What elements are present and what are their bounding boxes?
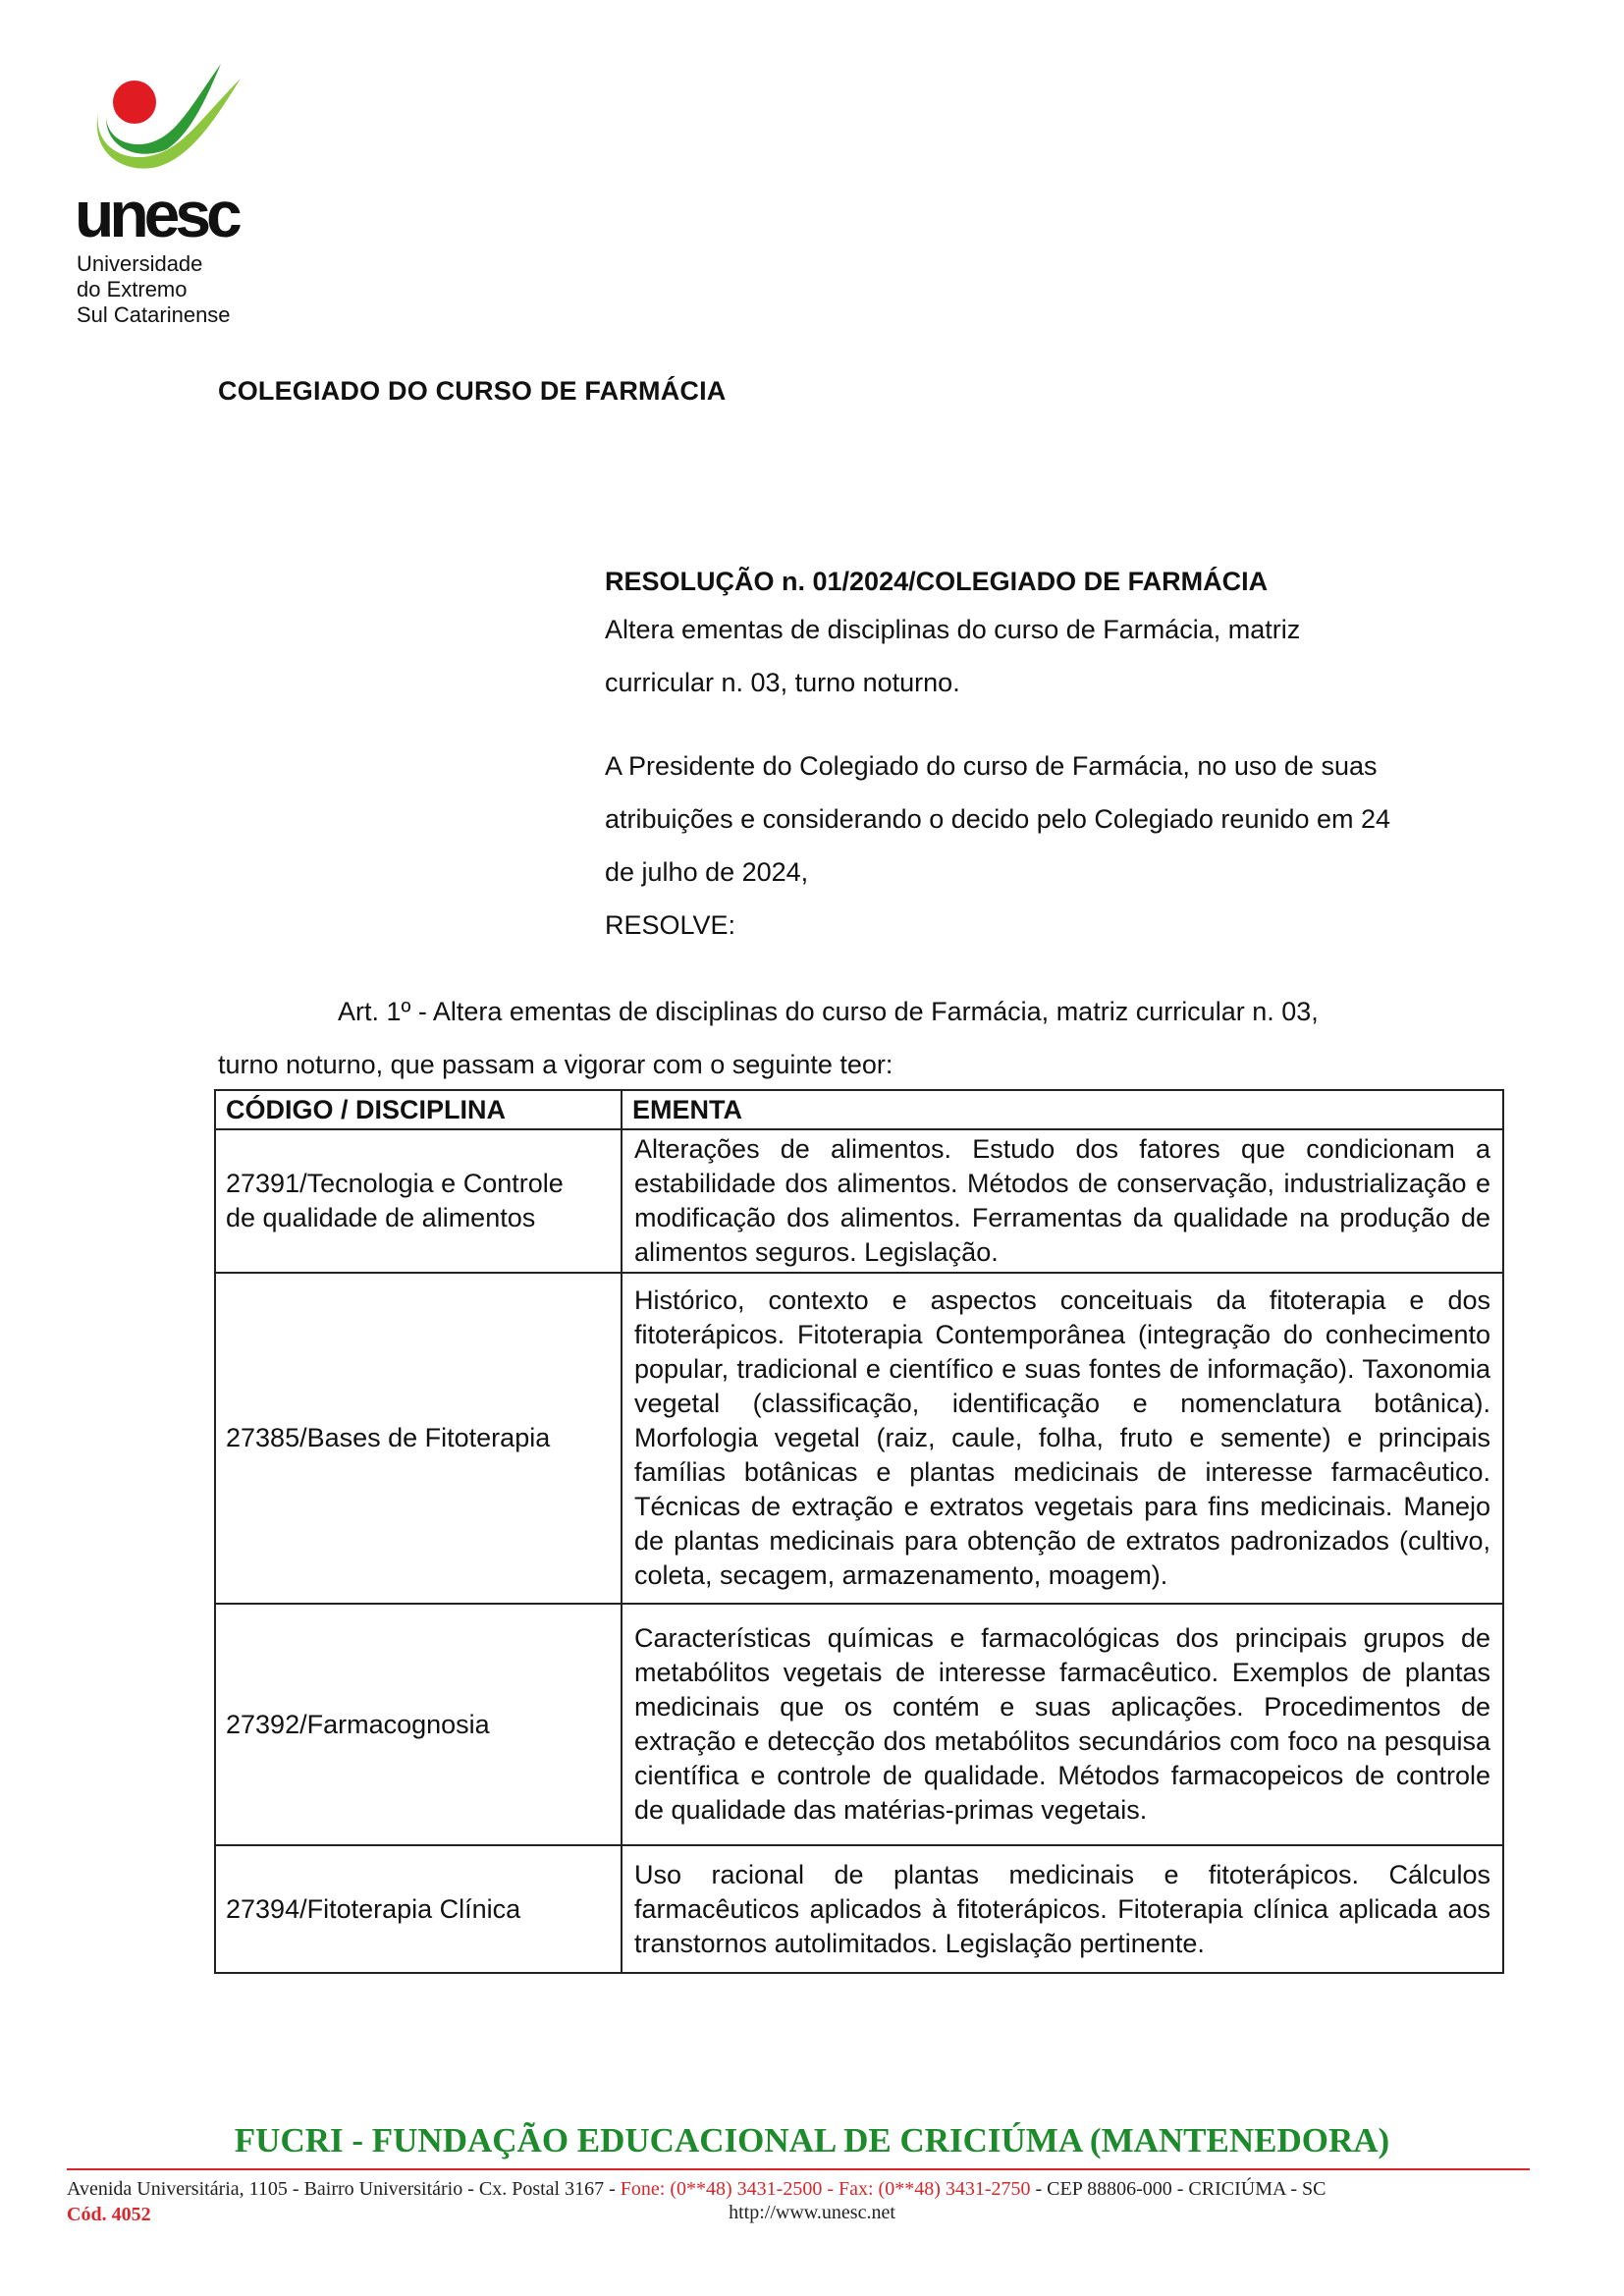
article-1 (218, 985, 1504, 1091)
discipline-ementa: Histórico, contexto e aspectos conceituais da fitoterapia e dos fitoterápicos. Fitoterapia Contemporânea (integração do conhecimento popular, tradicional e científico e suas fontes de informação). Taxonomia vegetal (classificação, identificação e nomenclatura botânica). Morfologia vegetal (raiz, caule, folha, fruto e semente) e principais famílias botânicas e plantas medicinais de interesse farmacêutico. Técnicas de extração e extratos vegetais para fins medicinais. Manejo de plantas medicinais para obtenção de extratos padronizados (cultivo, coleta, secagem, armazenamento, moagem). (622, 1273, 1503, 1604)
resolve-label: RESOLVE: (605, 910, 736, 940)
address-text: Avenida Universitária, 1105 - Bairro Universitário - Cx. Postal 3167 - (67, 2178, 621, 2200)
logo-subtitle-line: Universidade (77, 251, 203, 276)
footer-address (67, 2178, 1530, 2201)
discipline-ementa: Alterações de alimentos. Estudo dos fatores que condicionam a estabilidade dos alimentos. Métodos de conservação, industrialização e modificação dos alimentos. Ferramentas da qualidade na produção de alimentos seguros. Legislação. (622, 1129, 1503, 1273)
unesc-logo (69, 59, 285, 327)
footer-divider (67, 2168, 1530, 2170)
table-row (215, 1273, 1503, 1604)
resolution-summary-line: Altera ementas de disciplinas do curso de Farmácia, matriz (605, 615, 1301, 644)
preamble-line: A Presidente do Colegiado do curso de Farmácia, no uso de suas (605, 751, 1378, 781)
logo-subtitle (77, 251, 231, 328)
unesc-wordmark: unesc (75, 178, 238, 250)
phone-fax-text: Fone: (0**48) 3431-2500 - Fax: (0**48) 3431-2750 (620, 2178, 1031, 2200)
preamble-line: atribuições e considerando o decido pelo Colegiado reunido em 24 (605, 804, 1391, 834)
discipline-code: 27392/Farmacognosia (215, 1604, 622, 1845)
unesc-emblem-icon (69, 59, 245, 177)
table-header-row (215, 1090, 1503, 1129)
discipline-ementa: Uso racional de plantas medicinais e fitoterápicos. Cálculos farmacêuticos aplicados à fitoterápicos. Fitoterapia clínica aplicada aos transtornos autolimitados. Legislação pertinente. (622, 1845, 1503, 1973)
article-line: Art. 1º - Altera ementas de disciplinas do curso de Farmácia, matriz curricular n. 03, (338, 997, 1319, 1026)
resolution-summary-line: curricular n. 03, turno noturno. (605, 668, 960, 697)
table-row (215, 1604, 1503, 1845)
resolution-title: RESOLUÇÃO n. 01/2024/COLEGIADO DE FARMÁCIA (605, 567, 1269, 596)
column-header-ementa: EMENTA (622, 1090, 1503, 1129)
cep-city-text: - CEP 88806-000 - CRICIÚMA - SC (1030, 2178, 1326, 2200)
discipline-code: 27394/Fitoterapia Clínica (215, 1845, 622, 1973)
footer-code: Cód. 4052 (67, 2204, 151, 2225)
ementas-table (214, 1089, 1504, 1974)
footer-url-link[interactable]: http://www.unesc.net (729, 2202, 895, 2223)
discipline-code: 27391/Tecnologia e Controle de qualidade de alimentos (215, 1129, 622, 1273)
logo-subtitle-line: Sul Catarinense (77, 302, 231, 327)
discipline-code: 27385/Bases de Fitoterapia (215, 1273, 622, 1604)
preamble (605, 739, 1498, 952)
column-header-code: CÓDIGO / DISCIPLINA (215, 1090, 622, 1129)
table-row (215, 1845, 1503, 1973)
resolution-block (605, 560, 1498, 709)
table-row (215, 1129, 1503, 1273)
footer-title: FUCRI - FUNDAÇÃO EDUCACIONAL DE CRICIÚMA (MANTENEDORA) (234, 2121, 1390, 2159)
article-line: turno noturno, que passam a vigorar com o seguinte teor: (218, 1050, 893, 1079)
logo-subtitle-line: do Extremo (77, 277, 188, 301)
colegiado-heading: COLEGIADO DO CURSO DE FARMÁCIA (218, 376, 727, 406)
preamble-line: de julho de 2024, (605, 857, 809, 887)
discipline-ementa: Características químicas e farmacológicas dos principais grupos de metabólitos vegetais de interesse farmacêutico. Exemplos de plantas medicinais que os contém e suas aplicações. Procedimentos de extração e detecção dos metabólitos secundários com foco na pesquisa científica e controle de qualidade. Métodos farmacopeicos de controle de qualidade das matérias-primas vegetais. (622, 1604, 1503, 1845)
